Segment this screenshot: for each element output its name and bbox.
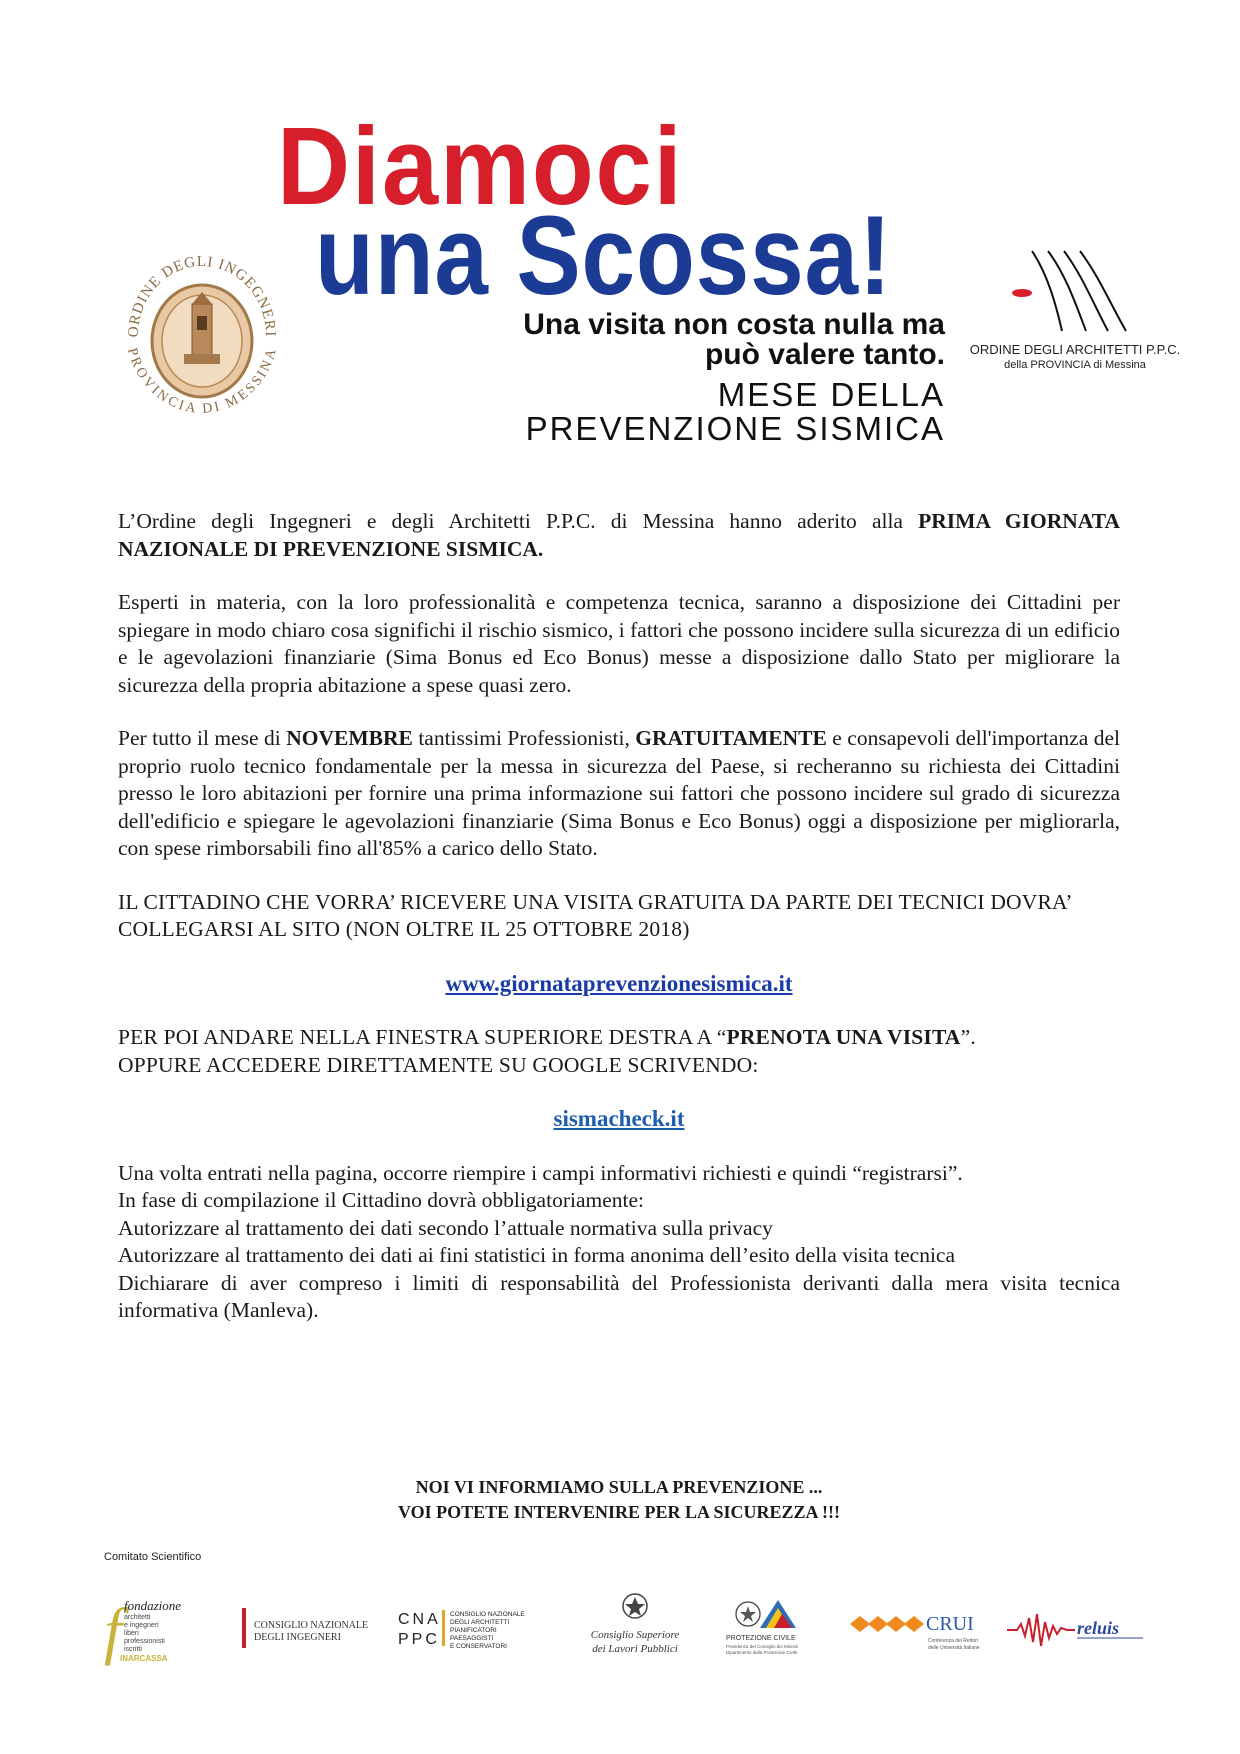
- cslp-line2: dei Lavori Pubblici: [592, 1643, 678, 1655]
- protezione-line2: Presidenza del Consiglio dei Ministri: [726, 1644, 799, 1649]
- next-text-c: ”.: [960, 1025, 976, 1049]
- instruction-line: In fase di compilazione il Cittadino dovrà obbligatoriamente:: [118, 1188, 645, 1212]
- instruction-line: Autorizzare al trattamento dei dati ai fini statistici in forma anonima dell’esito della visita tecnica: [118, 1243, 955, 1267]
- next-text-a: PER POI ANDARE NELLA FINESTRA SUPERIORE DESTRA A “: [118, 1025, 727, 1049]
- header: [0, 0, 1240, 470]
- intro-text: L’Ordine degli Ingegneri e degli Architetti P.P.C. di Messina hanno aderito alla: [118, 509, 919, 533]
- fondazione-sub3: liberi: [124, 1630, 139, 1637]
- architetti-province: della PROVINCIA di Messina: [1004, 359, 1146, 371]
- ordine-ingegneri-seal-logo: [118, 236, 286, 426]
- cslp-logo: [570, 1588, 700, 1668]
- nov-text-c: tantissimi Professionisti,: [412, 726, 636, 750]
- crui-logo: [840, 1588, 990, 1668]
- paragraph-experts: Esperti in materia, con la loro professionalità e competenza tecnica, saranno a disposizione dei Cittadini per spiegare in modo chiaro cosa significhi il rischio sismico, i fattori che possono incidere sulla sicurezza di un edificio e le agevolazioni finanziarie (Sima Bonus ed Eco Bonus) messe a disposizione dallo Stato per migliorare la sicurezza della propria abitazione a spese quasi zero.: [118, 590, 1120, 697]
- cnappc-logo: [390, 1588, 540, 1668]
- sismacheck-link[interactable]: sismacheck.it: [553, 1106, 685, 1131]
- link-row-sismacheck: [118, 1105, 1120, 1134]
- architetti-name: ORDINE DEGLI ARCHITETTI P.P.C.: [969, 342, 1181, 357]
- intro-bold: PRIMA GIORNATA NAZIONALE DI PREVENZIONE SISMICA.: [118, 509, 1120, 561]
- main-content: [118, 508, 1120, 1325]
- instruction-line: Una volta entrati nella pagina, occorre riempire i campi informativi richiesti e quindi “registrarsi”.: [118, 1160, 963, 1185]
- paragraph-november: [118, 725, 1120, 863]
- ordine-architetti-logo: [960, 240, 1190, 380]
- paragraph-next-steps: [118, 1024, 1120, 1079]
- svg-text:f: f: [104, 1595, 122, 1666]
- fondazione-sub4: professionisti: [124, 1638, 165, 1645]
- footer-logos: [100, 1588, 1160, 1668]
- campaign-title-line2: una Scossa!: [315, 193, 892, 318]
- nov-bold-month: NOVEMBRE: [286, 726, 413, 750]
- cnappc-l1: CONSIGLIO NAZIONALE: [450, 1611, 525, 1618]
- subtitle-line1: MESE DELLA: [717, 376, 945, 413]
- nov-text-a: Per tutto il mese di: [118, 726, 287, 750]
- fondazione-sub5: iscritti: [124, 1646, 142, 1653]
- cnappc-mark2: PPC: [398, 1631, 440, 1648]
- nov-bold-free: GRATUITAMENTE: [635, 726, 827, 750]
- cslp-line1: Consiglio Superiore: [590, 1629, 680, 1641]
- fondazione-brand: INARCASSA: [120, 1654, 168, 1663]
- link-row-site: [118, 970, 1120, 999]
- campaign-title-block: [275, 105, 955, 450]
- cni-line2: DEGLI INGEGNERI: [254, 1632, 341, 1643]
- cnappc-l5: E CONSERVATORI: [450, 1643, 507, 1650]
- cnappc-l4: PAESAGGISTI: [450, 1635, 494, 1642]
- closing-line2: VOI POTETE INTERVENIRE PER LA SICUREZZA !!!: [397, 1502, 841, 1522]
- protezione-line3: Dipartimento della Protezione Civile: [726, 1650, 798, 1655]
- next-text-line2: OPPURE ACCEDERE DIRETTAMENTE SU GOOGLE SCRIVENDO:: [118, 1052, 759, 1077]
- closing-statement: [118, 1475, 1120, 1525]
- cni-logo: [230, 1588, 370, 1668]
- paragraph-citizen-instructions: IL CITTADINO CHE VORRA’ RICEVERE UNA VISITA GRATUITA DA PARTE DEI TECNICI DOVRA’ COLLEGARSI AL SITO (NON OLTRE IL 25 OTTOBRE 2018): [118, 889, 1072, 941]
- architetti-mark-icon: [1010, 245, 1130, 335]
- comitato-scientifico-label: Comitato Scientifico: [104, 1551, 202, 1563]
- cnappc-mark1: CNA: [398, 1611, 441, 1628]
- cni-line1: CONSIGLIO NAZIONALE: [254, 1620, 369, 1631]
- paragraph-intro: [118, 508, 1120, 563]
- instruction-line: Dichiarare di aver compreso i limiti di responsabilità del Professionista derivanti dalla mera visita tecnica informativa (Manleva).: [118, 1270, 1120, 1322]
- protezione-civile-logo: [720, 1588, 840, 1668]
- fondazione-sub1: architetti: [124, 1614, 151, 1621]
- seal-text-bottom: PROVINCIA DI MESSINA: [124, 346, 280, 417]
- crui-line2: delle Università Italiane: [928, 1645, 980, 1651]
- campaign-title-line1: Diamoci: [277, 105, 684, 228]
- site-link[interactable]: www.giornataprevenzionesismica.it: [445, 970, 793, 996]
- fondazione-inarcassa-logo: [100, 1588, 210, 1668]
- closing-line1: NOI VI INFORMIAMO SULLA PREVENZIONE ...: [415, 1477, 823, 1497]
- next-bold-prenota: PRENOTA UNA VISITA: [726, 1025, 961, 1049]
- tagline-line2: può valere tanto.: [704, 338, 945, 371]
- reluis-name: reluis: [1077, 1618, 1120, 1638]
- nov-text-e: e consapevoli dell'importanza del proprio ruolo tecnico fondamentale per la messa in sicurezza del Paese, si recheranno su richiesta dei Cittadini presso le loro abitazioni per fornire una prima informazione sui fattori che possono incidere sul grado di sicurezza dell'edificio e spiegare le agevolazioni finanziarie (Sima Bonus e Eco Bonus) oggi a disposizione per migliorarla, con spese rimborsabili fino all'85% a carico dello Stato.: [118, 726, 1120, 860]
- instruction-line: Autorizzare al trattamento dei dati secondo l’attuale normativa sulla privacy: [118, 1215, 773, 1240]
- registration-instructions: [118, 1160, 1120, 1325]
- reluis-logo: [1005, 1588, 1155, 1668]
- crui-name: CRUI: [926, 1613, 974, 1635]
- protezione-line1: PROTEZIONE CIVILE: [726, 1635, 796, 1642]
- crui-line1: Conferenza dei Rettori: [928, 1638, 979, 1644]
- seal-text-top: ORDINE DEGLI INGEGNERI: [125, 253, 279, 338]
- subtitle-line2: PREVENZIONE SISMICA: [525, 410, 945, 447]
- fondazione-sub2: e ingegneri: [124, 1622, 159, 1629]
- fondazione-title: fondazione: [124, 1598, 182, 1613]
- cnappc-l3: PIANIFICATORI: [450, 1627, 497, 1634]
- cnappc-l2: DEGLI ARCHITETTI: [450, 1619, 510, 1626]
- tagline-line1: Una visita non costa nulla ma: [523, 308, 945, 341]
